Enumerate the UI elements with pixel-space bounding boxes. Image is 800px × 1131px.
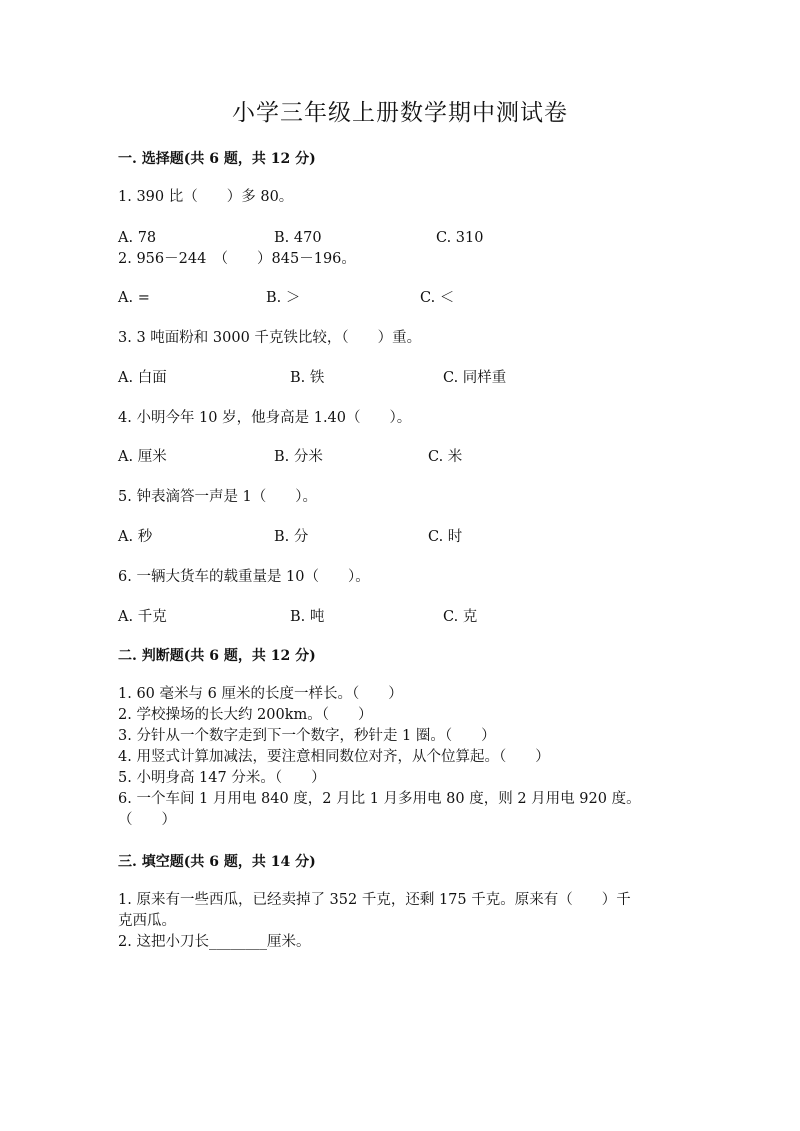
option-c: C. 310 — [436, 230, 484, 246]
question-6: 6. 一辆大货车的载重量是 10（ ）。 — [118, 569, 370, 585]
question-3: 3. 3 吨面粉和 3000 千克铁比较，（ ）重。 — [118, 330, 422, 346]
judgement-item: 1. 60 毫米与 6 厘米的长度一样长。（ ） — [118, 686, 403, 702]
fill-blank-item-continuation: 克西瓜。 — [118, 913, 176, 929]
option-b: B. 分 — [274, 529, 309, 545]
option-a: A. 厘米 — [118, 449, 167, 465]
judgement-item: 5. 小明身高 147 分米。（ ） — [118, 770, 326, 786]
judgement-item: 3. 分针从一个数字走到下一个数字，秒针走 1 圈。（ ） — [118, 728, 496, 744]
section-heading-judgement: 二. 判断题(共 6 题，共 12 分) — [118, 648, 316, 664]
option-c: C. ＜ — [420, 290, 455, 306]
question-4: 4. 小明今年 10 岁，他身高是 1.40（ ）。 — [118, 410, 412, 426]
option-a: A. 千克 — [118, 609, 167, 625]
fill-blank-item: 1. 原来有一些西瓜，已经卖掉了 352 千克，还剩 175 千克。原来有（ ）千 — [118, 892, 631, 908]
judgement-item-continuation: （ ） — [118, 812, 176, 828]
option-a: A. = — [118, 290, 150, 306]
question-2: 2. 956－244 （ ）845－196。 — [118, 251, 356, 267]
page-title: 小学三年级上册数学期中测试卷 — [232, 100, 568, 126]
question-1: 1. 390 比（ ）多 80。 — [118, 189, 294, 205]
question-5: 5. 钟表滴答一声是 1（ ）。 — [118, 489, 318, 505]
option-c: C. 克 — [443, 609, 478, 625]
judgement-item: 2. 学校操场的长大约 200km。（ ） — [118, 707, 373, 723]
option-b: B. 铁 — [290, 370, 325, 386]
fill-blank-item: 2. 这把小刀长________厘米。 — [118, 934, 311, 950]
judgement-item: 6. 一个车间 1 月用电 840 度，2 月比 1 月多用电 80 度，则 2 月用电 920 度。 — [118, 791, 641, 807]
option-b: B. 470 — [274, 230, 322, 246]
option-b: B. 吨 — [290, 609, 325, 625]
section-heading-choice: 一. 选择题(共 6 题，共 12 分) — [118, 151, 316, 167]
option-c: C. 米 — [428, 449, 463, 465]
option-a: A. 秒 — [118, 529, 153, 545]
section-heading-fill-blank: 三. 填空题(共 6 题，共 14 分) — [118, 854, 316, 870]
option-b: B. 分米 — [274, 449, 323, 465]
option-a: A. 78 — [118, 230, 157, 246]
option-b: B. ＞ — [266, 290, 301, 306]
option-a: A. 白面 — [118, 370, 167, 386]
option-c: C. 同样重 — [443, 370, 507, 386]
option-c: C. 时 — [428, 529, 463, 545]
judgement-item: 4. 用竖式计算加减法，要注意相同数位对齐，从个位算起。（ ） — [118, 749, 550, 765]
